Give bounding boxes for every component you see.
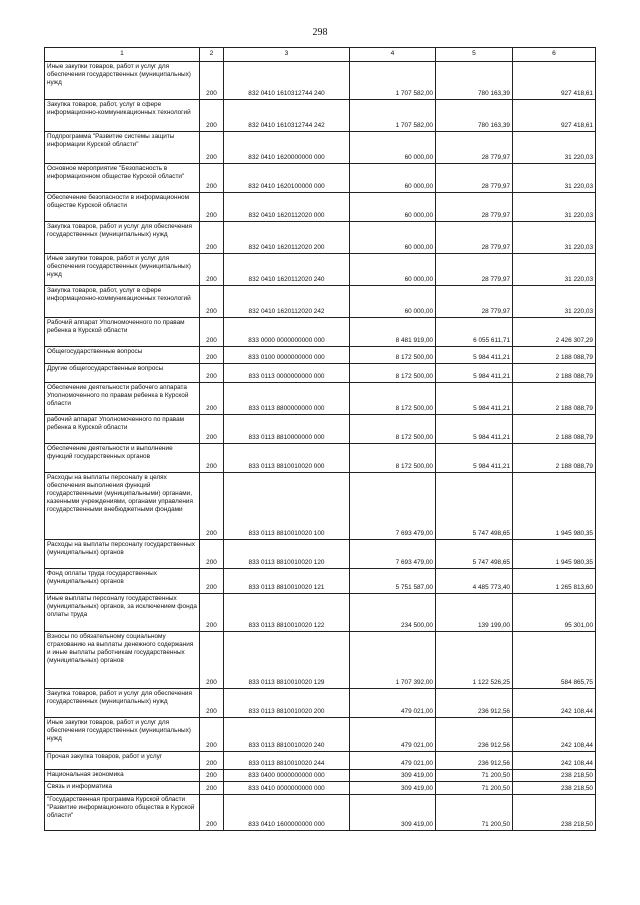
row-kbk: 833 0113 8810010020 122	[224, 594, 350, 632]
row-name: Иные выплаты персоналу государственных (муниципальных) органов, за исключением фонда оплаты труда	[45, 594, 200, 632]
row-code: 200	[200, 286, 224, 318]
approved-amount: 60 000,00	[350, 164, 436, 193]
approved-amount: 60 000,00	[350, 254, 436, 286]
row-code: 200	[200, 540, 224, 569]
executed-amount: 5 984 411,21	[436, 364, 513, 383]
row-kbk: 833 0410 1600000000 000	[224, 795, 350, 831]
row-name: Иные закупки товаров, работ и услуг для обеспечения государственных (муниципальных) нужд	[45, 62, 200, 100]
executed-amount: 28 779,97	[436, 222, 513, 254]
unexecuted-amount: 1 265 813,60	[513, 569, 596, 594]
row-kbk: 833 0410 0000000000 000	[224, 782, 350, 795]
row-kbk: 833 0113 8810010020 200	[224, 689, 350, 718]
approved-amount: 60 000,00	[350, 286, 436, 318]
row-name: Закупка товаров, работ и услуг для обеспечения государственных (муниципальных) нужд	[45, 689, 200, 718]
unexecuted-amount: 584 865,75	[513, 632, 596, 689]
approved-amount: 8 172 500,00	[350, 347, 436, 364]
row-kbk: 832 0410 1620000000 000	[224, 132, 350, 164]
row-name: Закупка товаров, работ и услуг для обеспечения государственных (муниципальных) нужд	[45, 222, 200, 254]
row-name: Иные закупки товаров, работ и услуг для обеспечения государственных (муниципальных) нужд	[45, 254, 200, 286]
table-row	[45, 569, 596, 594]
approved-amount: 1 707 582,00	[350, 100, 436, 132]
row-code: 200	[200, 782, 224, 795]
executed-amount: 780 163,39	[436, 100, 513, 132]
unexecuted-amount: 927 418,61	[513, 62, 596, 100]
table-row	[45, 752, 596, 770]
unexecuted-amount: 927 418,61	[513, 100, 596, 132]
table-row	[45, 770, 596, 782]
table-row	[45, 164, 596, 193]
row-code: 200	[200, 415, 224, 444]
row-code: 200	[200, 318, 224, 347]
row-name: Другие общегосударственные вопросы	[45, 364, 200, 383]
row-kbk: 832 0410 1620112020 000	[224, 193, 350, 222]
unexecuted-amount: 31 220,03	[513, 193, 596, 222]
approved-amount: 8 172 500,00	[350, 364, 436, 383]
row-name: Общегосударственные вопросы	[45, 347, 200, 364]
row-name: Обеспечение деятельности рабочего аппарата Уполномоченного по правам ребенка в Курской области	[45, 383, 200, 415]
row-name: Национальная экономика	[45, 770, 200, 782]
approved-amount: 309 419,00	[350, 770, 436, 782]
row-code: 200	[200, 752, 224, 770]
row-name: Расходы на выплаты персоналу государственных (муниципальных) органов	[45, 540, 200, 569]
table-row	[45, 193, 596, 222]
row-kbk: 833 0400 0000000000 000	[224, 770, 350, 782]
approved-amount: 309 419,00	[350, 782, 436, 795]
row-kbk: 832 0410 1620112020 200	[224, 222, 350, 254]
row-code: 200	[200, 689, 224, 718]
unexecuted-amount: 2 188 088,79	[513, 383, 596, 415]
table-row	[45, 473, 596, 540]
column-header: 6	[513, 48, 596, 62]
approved-amount: 8 172 500,00	[350, 444, 436, 473]
row-code: 200	[200, 444, 224, 473]
unexecuted-amount: 238 218,50	[513, 795, 596, 831]
executed-amount: 71 200,50	[436, 782, 513, 795]
table-row	[45, 689, 596, 718]
executed-amount: 28 779,97	[436, 193, 513, 222]
approved-amount: 8 172 500,00	[350, 383, 436, 415]
row-kbk: 833 0100 0000000000 000	[224, 347, 350, 364]
row-code: 200	[200, 132, 224, 164]
approved-amount: 1 707 392,00	[350, 632, 436, 689]
row-name: Обеспечение безопасности в информационном обществе Курской области	[45, 193, 200, 222]
page-number: 298	[312, 27, 328, 38]
approved-amount: 479 021,00	[350, 752, 436, 770]
table-row	[45, 594, 596, 632]
column-header: 5	[436, 48, 513, 62]
row-code: 200	[200, 795, 224, 831]
approved-amount: 8 172 500,00	[350, 415, 436, 444]
unexecuted-amount: 95 301,00	[513, 594, 596, 632]
row-name: Фонд оплаты труда государственных (муниципальных) органов	[45, 569, 200, 594]
executed-amount: 780 163,39	[436, 62, 513, 100]
table-row	[45, 383, 596, 415]
row-code: 200	[200, 718, 224, 752]
executed-amount: 71 200,50	[436, 795, 513, 831]
approved-amount: 60 000,00	[350, 222, 436, 254]
table-row	[45, 444, 596, 473]
row-code: 200	[200, 770, 224, 782]
unexecuted-amount: 242 108,44	[513, 718, 596, 752]
unexecuted-amount: 242 108,44	[513, 689, 596, 718]
row-kbk: 833 0113 8810010020 244	[224, 752, 350, 770]
approved-amount: 479 021,00	[350, 689, 436, 718]
row-name: рабочий аппарат Уполномоченного по правам ребенка в Курской области	[45, 415, 200, 444]
executed-amount: 6 055 611,71	[436, 318, 513, 347]
table-row	[45, 415, 596, 444]
unexecuted-amount: 2 426 307,29	[513, 318, 596, 347]
row-code: 200	[200, 62, 224, 100]
row-code: 200	[200, 100, 224, 132]
row-name: Основное мероприятие "Безопасность в информационном обществе Курской области"	[45, 164, 200, 193]
table-row	[45, 718, 596, 752]
row-kbk: 832 0410 1610312744 242	[224, 100, 350, 132]
row-name: Расходы на выплаты персоналу в целях обеспечения выполнения функций государственными (муниципальными) органами, казенными учреждениями, органами управления государственными внебюджетными фондами	[45, 473, 200, 540]
unexecuted-amount: 2 188 088,79	[513, 415, 596, 444]
table-row	[45, 795, 596, 831]
table-row	[45, 100, 596, 132]
unexecuted-amount: 238 218,50	[513, 782, 596, 795]
row-kbk: 833 0113 8810010020 121	[224, 569, 350, 594]
row-code: 200	[200, 383, 224, 415]
row-name: Закупка товаров, работ, услуг в сфере информационно-коммуникационных технологий	[45, 100, 200, 132]
executed-amount: 5 747 498,65	[436, 473, 513, 540]
executed-amount: 5 984 411,21	[436, 383, 513, 415]
table-row	[45, 132, 596, 164]
row-name: Подпрограмма "Развитие системы защиты информации Курской области"	[45, 132, 200, 164]
unexecuted-amount: 31 220,03	[513, 132, 596, 164]
table-row	[45, 540, 596, 569]
row-name: "Государственная программа Курской области "Развитие информационного общества в Курской области"	[45, 795, 200, 831]
row-code: 200	[200, 254, 224, 286]
executed-amount: 5 747 498,65	[436, 540, 513, 569]
row-code: 200	[200, 632, 224, 689]
row-kbk: 832 0410 1610312744 240	[224, 62, 350, 100]
executed-amount: 71 200,50	[436, 770, 513, 782]
executed-amount: 1 122 526,25	[436, 632, 513, 689]
row-kbk: 833 0000 0000000000 000	[224, 318, 350, 347]
executed-amount: 236 912,56	[436, 752, 513, 770]
unexecuted-amount: 1 945 980,35	[513, 540, 596, 569]
approved-amount: 309 419,00	[350, 795, 436, 831]
approved-amount: 7 693 479,00	[350, 540, 436, 569]
unexecuted-amount: 2 188 088,79	[513, 364, 596, 383]
executed-amount: 236 912,56	[436, 718, 513, 752]
row-name: Прочая закупка товаров, работ и услуг	[45, 752, 200, 770]
column-header: 1	[45, 48, 200, 62]
approved-amount: 5 751 587,00	[350, 569, 436, 594]
table-header-row	[45, 48, 596, 62]
row-kbk: 833 0113 8800000000 000	[224, 383, 350, 415]
row-code: 200	[200, 164, 224, 193]
row-kbk: 832 0410 1620112020 242	[224, 286, 350, 318]
approved-amount: 7 693 479,00	[350, 473, 436, 540]
unexecuted-amount: 2 188 088,79	[513, 347, 596, 364]
table-row	[45, 782, 596, 795]
table-row	[45, 222, 596, 254]
row-name: Взносы по обязательному социальному страхованию на выплаты денежного содержания и иные выплаты работникам государственных (муниципальных) органов	[45, 632, 200, 689]
unexecuted-amount: 2 188 088,79	[513, 444, 596, 473]
row-name: Обеспечение деятельности и выполнение функций государственных органов	[45, 444, 200, 473]
row-kbk: 833 0113 8810010020 129	[224, 632, 350, 689]
approved-amount: 234 500,00	[350, 594, 436, 632]
row-name: Иные закупки товаров, работ и услуг для обеспечения государственных (муниципальных) нужд	[45, 718, 200, 752]
row-name: Связь и информатика	[45, 782, 200, 795]
approved-amount: 1 707 582,00	[350, 62, 436, 100]
row-kbk: 833 0113 8810010020 100	[224, 473, 350, 540]
column-header: 4	[350, 48, 436, 62]
executed-amount: 28 779,97	[436, 254, 513, 286]
executed-amount: 5 984 411,21	[436, 444, 513, 473]
unexecuted-amount: 31 220,03	[513, 222, 596, 254]
table-row	[45, 364, 596, 383]
unexecuted-amount: 242 108,44	[513, 752, 596, 770]
executed-amount: 5 984 411,21	[436, 415, 513, 444]
row-name: Закупка товаров, работ, услуг в сфере информационно-коммуникационных технологий	[45, 286, 200, 318]
row-kbk: 833 0113 8810010020 120	[224, 540, 350, 569]
table-row	[45, 286, 596, 318]
row-kbk: 833 0113 0000000000 000	[224, 364, 350, 383]
row-code: 200	[200, 347, 224, 364]
executed-amount: 139 199,00	[436, 594, 513, 632]
unexecuted-amount: 238 218,50	[513, 770, 596, 782]
row-code: 200	[200, 222, 224, 254]
approved-amount: 8 481 919,00	[350, 318, 436, 347]
row-kbk: 833 0113 8810010020 000	[224, 444, 350, 473]
table-row	[45, 62, 596, 100]
table-row	[45, 318, 596, 347]
executed-amount: 4 485 773,40	[436, 569, 513, 594]
executed-amount: 28 779,97	[436, 164, 513, 193]
unexecuted-amount: 31 220,03	[513, 164, 596, 193]
column-header: 3	[224, 48, 350, 62]
table-row	[45, 347, 596, 364]
executed-amount: 5 984 411,21	[436, 347, 513, 364]
executed-amount: 236 912,56	[436, 689, 513, 718]
executed-amount: 28 779,97	[436, 132, 513, 164]
unexecuted-amount: 31 220,03	[513, 254, 596, 286]
table-row	[45, 632, 596, 689]
row-code: 200	[200, 193, 224, 222]
row-kbk: 833 0113 8810000000 000	[224, 415, 350, 444]
table-row	[45, 254, 596, 286]
executed-amount: 28 779,97	[436, 286, 513, 318]
row-kbk: 832 0410 1620112020 240	[224, 254, 350, 286]
row-name: Рабочий аппарат Уполномоченного по правам ребенка в Курской области	[45, 318, 200, 347]
row-code: 200	[200, 364, 224, 383]
budget-table	[44, 47, 596, 831]
row-code: 200	[200, 594, 224, 632]
row-code: 200	[200, 473, 224, 540]
row-code: 200	[200, 569, 224, 594]
unexecuted-amount: 1 945 980,35	[513, 473, 596, 540]
approved-amount: 60 000,00	[350, 132, 436, 164]
approved-amount: 479 021,00	[350, 718, 436, 752]
approved-amount: 60 000,00	[350, 193, 436, 222]
unexecuted-amount: 31 220,03	[513, 286, 596, 318]
column-header: 2	[200, 48, 224, 62]
row-kbk: 833 0113 8810010020 240	[224, 718, 350, 752]
row-kbk: 832 0410 1620100000 000	[224, 164, 350, 193]
